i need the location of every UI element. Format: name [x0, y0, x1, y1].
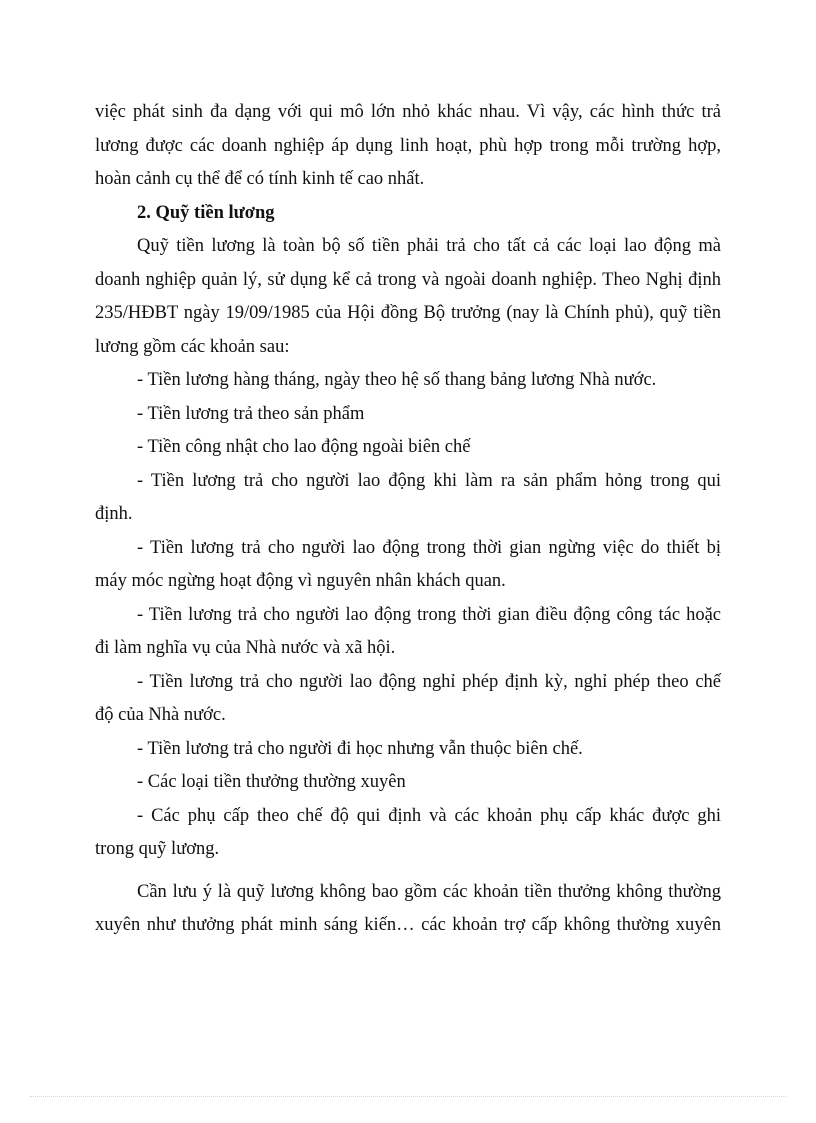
- text-line: Cần lưu ý là quỹ lương không bao gồm các khoản tiền thưởng không thường: [137, 881, 721, 902]
- list-item: [95, 465, 721, 532]
- text-line: doanh nghiệp quản lý, sử dụng kể cả trong và ngoài doanh nghiệp. Theo Nghị định: [95, 269, 721, 290]
- text-line: việc phát sinh đa dạng với qui mô lớn nhỏ khác nhau. Vì vậy, các hình thức trả: [95, 102, 721, 122]
- list-item: - Tiền lương trả theo sản phẩm: [137, 403, 365, 424]
- paragraph-definition: [95, 230, 721, 364]
- text-line: - Tiền lương trả cho người lao động trong thời gian điều động công tác hoặc: [137, 604, 721, 625]
- list-item: - Tiền lương trả cho người đi học nhưng vẫn thuộc biên chế.: [137, 738, 583, 759]
- list-item: [95, 666, 721, 733]
- section-heading: 2. Quỹ tiền lương: [137, 202, 275, 223]
- text-line: lương gồm các khoản sau:: [95, 336, 290, 357]
- text-line: - Tiền lương trả cho người lao động khi làm ra sản phẩm hỏng trong qui: [137, 470, 721, 491]
- text-line: độ của Nhà nước.: [95, 705, 226, 725]
- text-line: Quỹ tiền lương là toàn bộ số tiền phải trả cho tất cả các loại lao động mà: [137, 236, 721, 256]
- list-item: [95, 800, 721, 867]
- salary-fund-list: [95, 364, 721, 867]
- paragraph-spacer: [95, 867, 721, 876]
- text-line: máy móc ngừng hoạt động vì nguyên nhân khách quan.: [95, 571, 506, 591]
- list-item: [95, 599, 721, 666]
- text-line: xuyên như thưởng phát minh sáng kiến… các khoản trợ cấp không thường xuyên: [95, 915, 721, 935]
- paragraph-continuation: [95, 96, 721, 197]
- paragraph-note: [95, 876, 721, 943]
- document-page: [95, 96, 721, 943]
- list-item: [95, 532, 721, 599]
- page-bottom-divider: [30, 1096, 786, 1097]
- text-line: đi làm nghĩa vụ của Nhà nước và xã hội.: [95, 638, 396, 658]
- text-line: - Các phụ cấp theo chế độ qui định và các khoản phụ cấp khác được ghi: [137, 805, 721, 826]
- text-line: định.: [95, 504, 133, 524]
- text-line: 235/HĐBT ngày 19/09/1985 của Hội đồng Bộ trưởng (nay là Chính phủ), quỹ tiền: [95, 303, 721, 323]
- text-line: trong quỹ lương.: [95, 839, 220, 859]
- text-line: lương được các doanh nghiệp áp dụng linh hoạt, phù hợp trong mỗi trường hợp,: [95, 135, 721, 156]
- list-item: - Tiền lương hàng tháng, ngày theo hệ số thang bảng lương Nhà nước.: [137, 370, 657, 390]
- text-line: - Tiền lương trả cho người lao động nghỉ phép định kỳ, nghỉ phép theo chế: [137, 671, 721, 692]
- text-line: - Tiền lương trả cho người lao động trong thời gian ngừng việc do thiết bị: [137, 537, 721, 558]
- text-line: hoàn cảnh cụ thể để có tính kinh tế cao nhất.: [95, 169, 425, 189]
- list-item: - Tiền công nhật cho lao động ngoài biên chế: [137, 437, 471, 457]
- list-item: - Các loại tiền thưởng thường xuyên: [137, 772, 406, 792]
